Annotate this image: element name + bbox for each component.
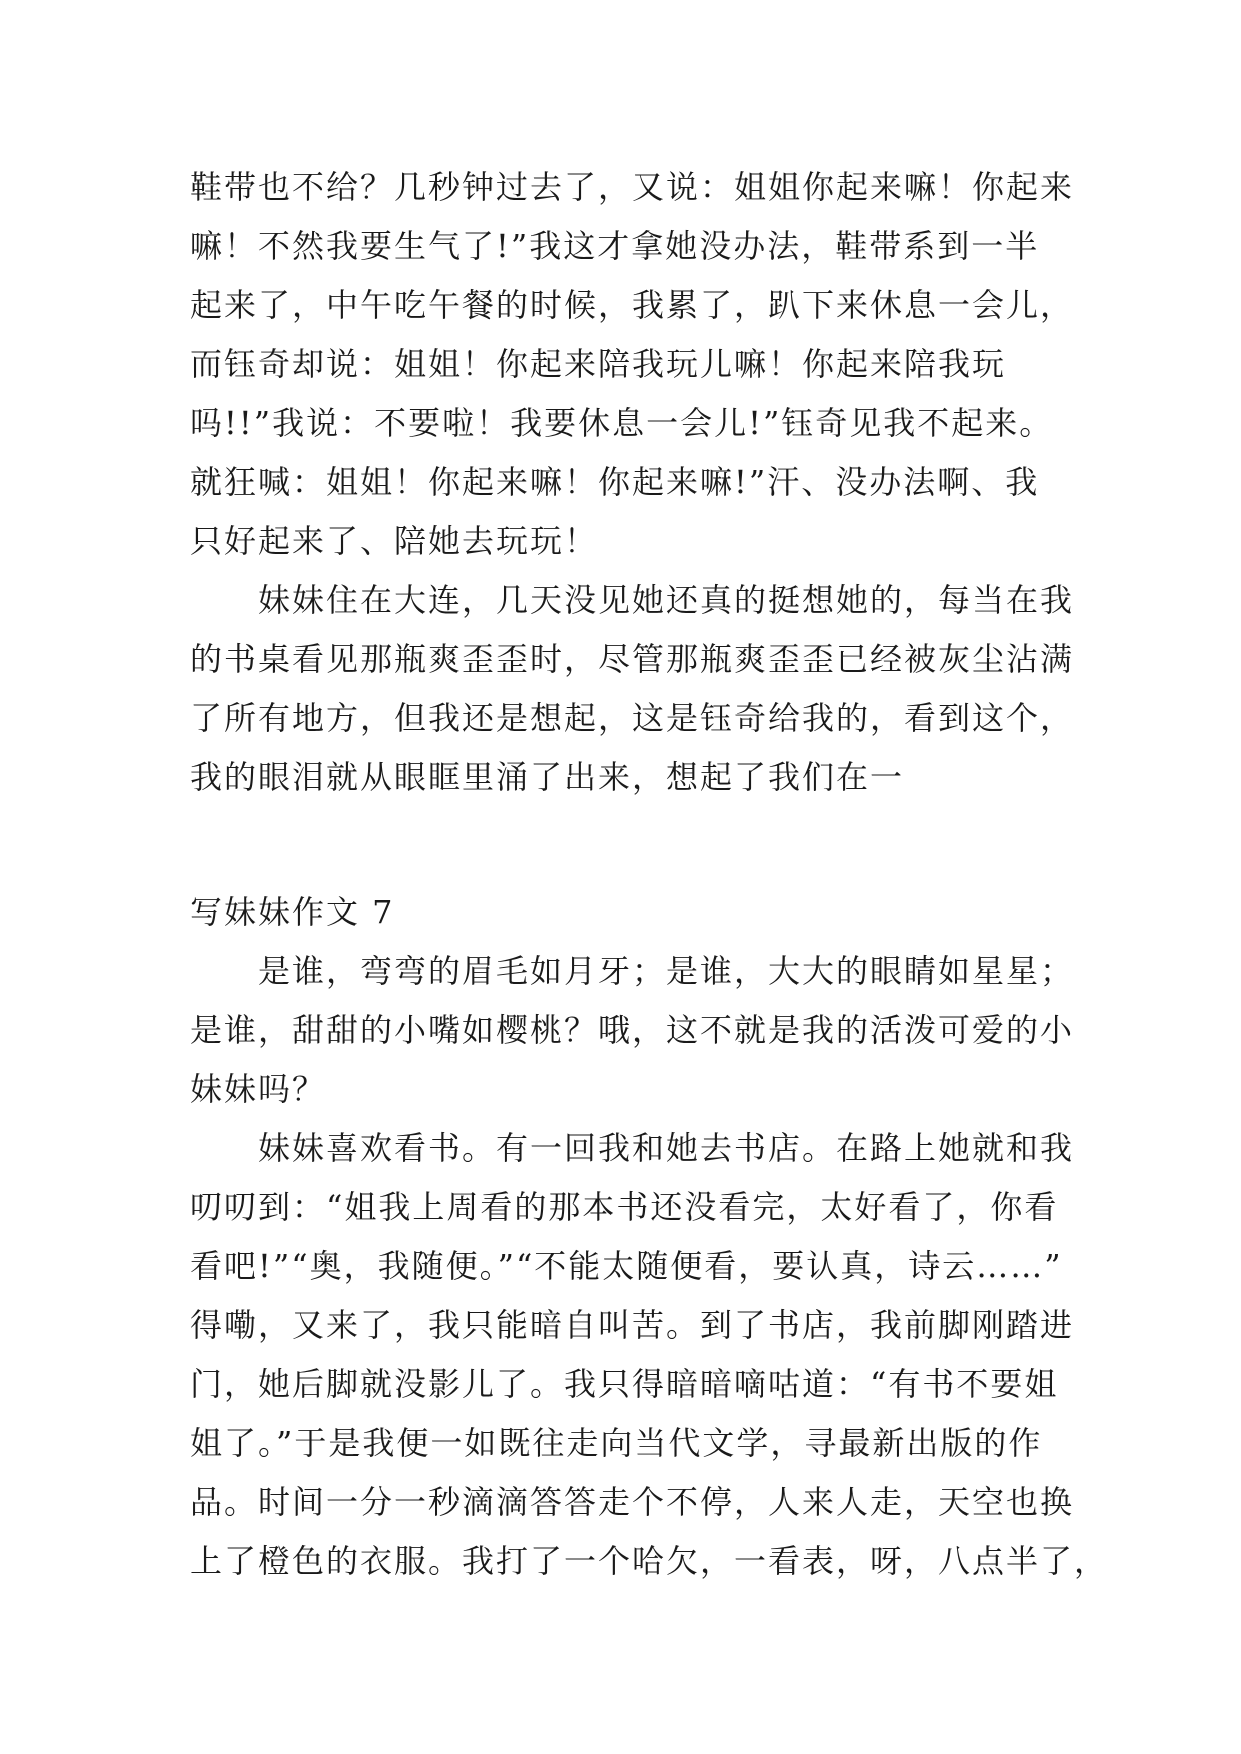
text-line: 是谁，甜甜的小嘴如樱桃？哦，这不就是我的活泼可爱的小 [190, 1011, 1075, 1049]
paragraph-intro [190, 942, 1075, 1119]
text-line: 姐了。”于是我便一如既往走向当代文学，寻最新出版的作 [190, 1424, 1043, 1462]
section-gap [190, 807, 1070, 883]
section-heading: 写妹妹作文 7 [190, 893, 395, 931]
text-line: 得嘞，又来了，我只能暗自叫苦。到了书店，我前脚刚踏进 [190, 1306, 1075, 1344]
paragraph-missing-sister [190, 571, 1075, 807]
text-line: 门，她后脚就没影儿了。我只得暗暗嘀咕道：“有书不要姐 [190, 1365, 1059, 1403]
text-line: 上了橙色的衣服。我打了一个哈欠，一看表，呀，八点半了， [190, 1542, 1109, 1580]
text-line: 妹妹吗？ [190, 1070, 327, 1108]
text-line: 而钰奇却说：姐姐！你起来陪我玩儿嘛！你起来陪我玩 [190, 345, 1007, 383]
text-line: 嘛！不然我要生气了!”我这才拿她没办法，鞋带系到一半 [190, 227, 1040, 265]
text-line: 品。时间一分一秒滴滴答答走个不停，人来人走，天空也换 [190, 1483, 1075, 1521]
text-line: 鞋带也不给？几秒钟过去了，又说：姐姐你起来嘛！你起来 [190, 168, 1075, 206]
text-line: 妹妹住在大连，几天没见她还真的挺想她的，每当在我 [258, 581, 1075, 619]
paragraph-continued [190, 158, 1075, 571]
text-line: 的书桌看见那瓶爽歪歪时，尽管那瓶爽歪歪已经被灰尘沾满 [190, 640, 1075, 678]
text-line: 起来了，中午吃午餐的时候，我累了，趴下来休息一会儿， [190, 286, 1075, 324]
text-line: 我的眼泪就从眼眶里涌了出来，想起了我们在一 [190, 758, 905, 796]
document-body [190, 158, 1109, 1591]
text-line: 妹妹喜欢看书。有一回我和她去书店。在路上她就和我 [258, 1129, 1075, 1167]
paragraph-bookstore [190, 1119, 1109, 1591]
text-line: 是谁，弯弯的眉毛如月牙；是谁，大大的眼睛如星星； [258, 952, 1075, 990]
text-line: 叨叨到：“姐我上周看的那本书还没看完，太好看了，你看 [190, 1188, 1059, 1226]
text-line: 了所有地方，但我还是想起，这是钰奇给我的，看到这个， [190, 699, 1075, 737]
text-line: 看吧!”“奥，我随便。”“不能太随便看，要认真，诗云……” [190, 1247, 1063, 1285]
text-line: 只好起来了、陪她去玩玩！ [190, 522, 599, 560]
text-line: 就狂喊：姐姐！你起来嘛！你起来嘛!”汗、没办法啊、我 [190, 463, 1040, 501]
text-line: 吗!!”我说：不要啦！我要休息一会儿!”钰奇见我不起来。 [190, 404, 1054, 442]
